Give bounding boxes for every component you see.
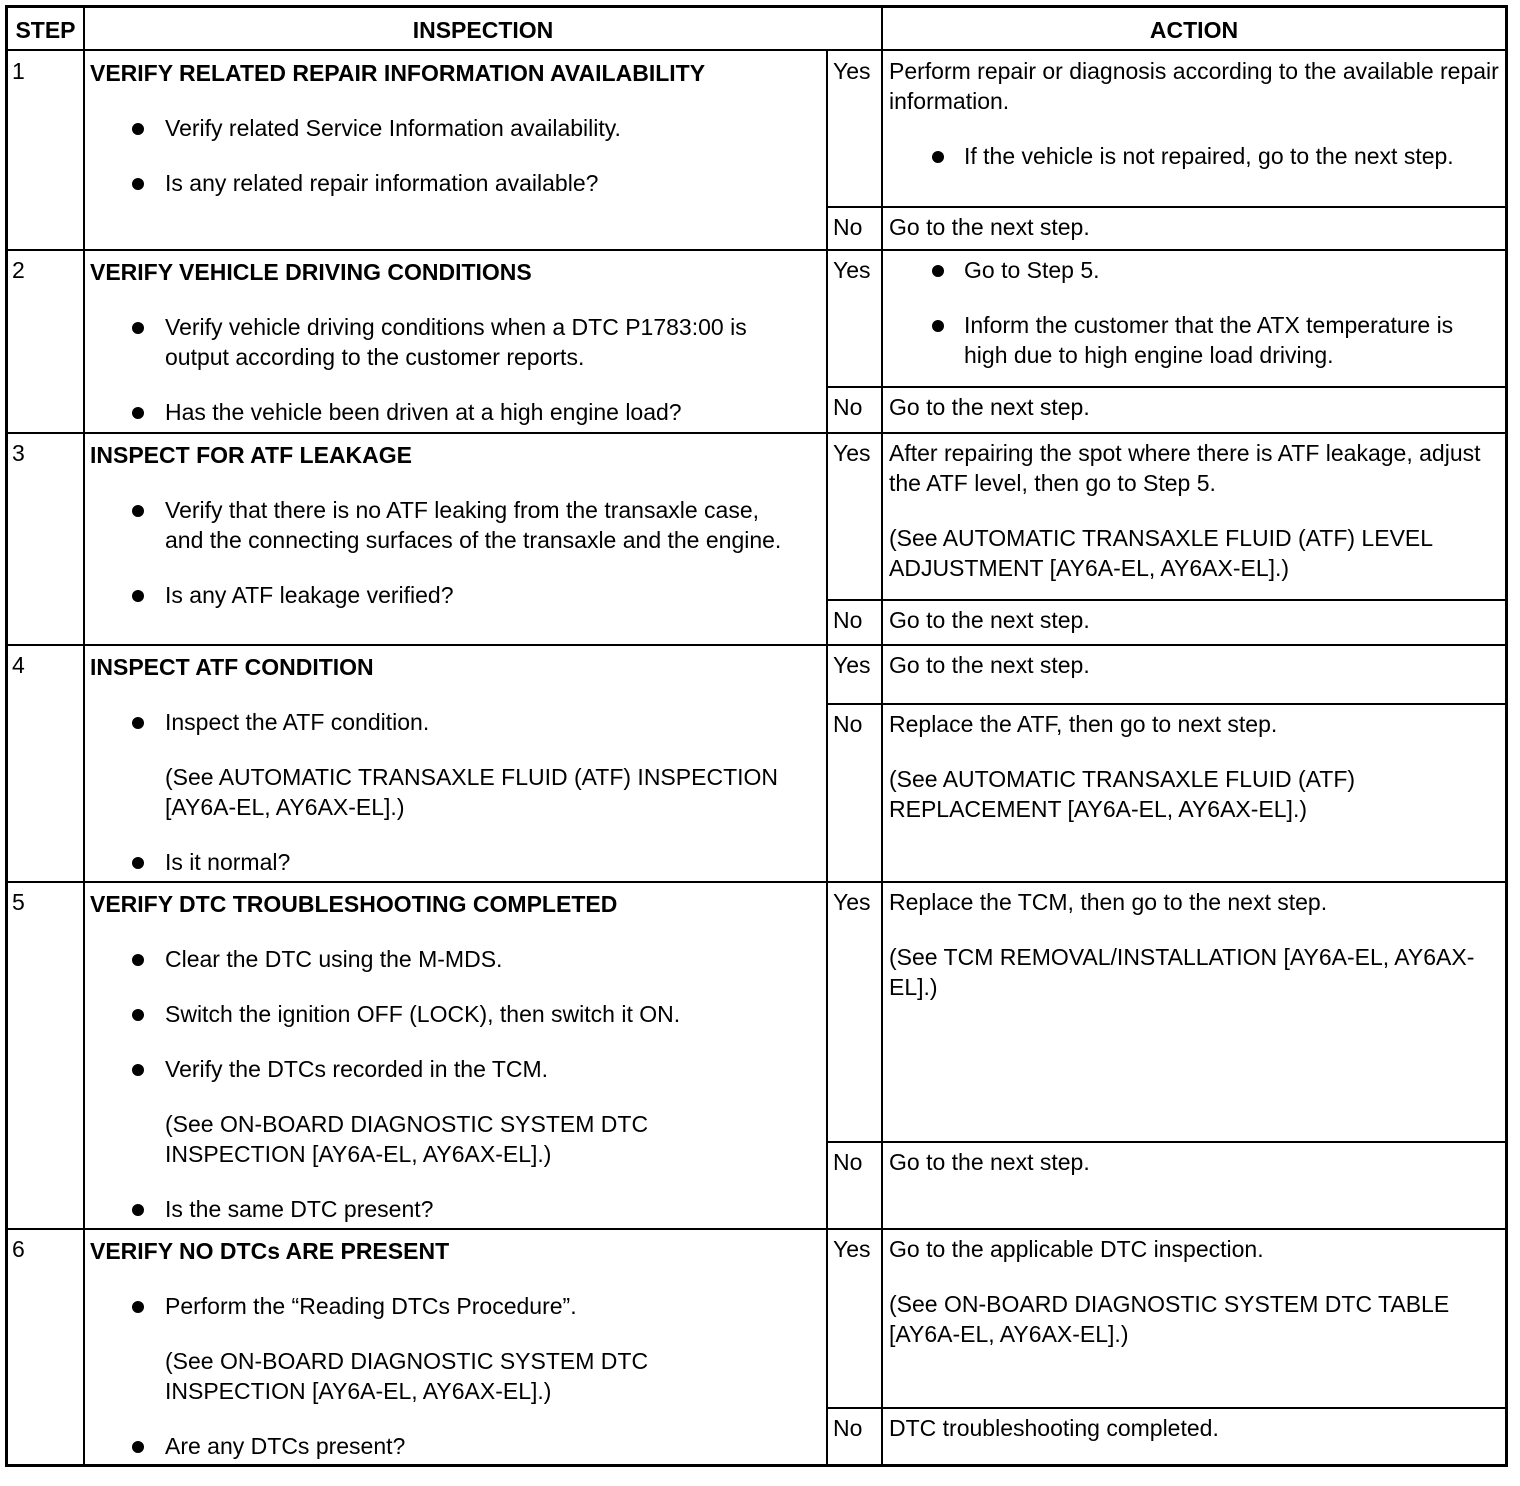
no-action: Go to the next step. xyxy=(889,607,1090,633)
inspection-bullet: Is any related repair information available? xyxy=(85,168,826,198)
step-title: VERIFY VEHICLE DRIVING CONDITIONS xyxy=(90,259,532,285)
step-number: 3 xyxy=(12,440,25,466)
step-number: 6 xyxy=(12,1236,25,1262)
step-title: VERIFY RELATED REPAIR INFORMATION AVAILABILITY xyxy=(90,60,706,86)
yes-action: Go to the next step. xyxy=(889,652,1090,678)
yes-label: Yes xyxy=(833,440,871,466)
step-number: 2 xyxy=(12,257,25,283)
inspection-reference: (See AUTOMATIC TRANSAXLE FLUID (ATF) INSPECTION [AY6A-EL, AY6AX-EL].) xyxy=(165,764,779,820)
yes-action xyxy=(883,434,1505,608)
diagnostic-procedure-table xyxy=(5,5,1508,1467)
inspection-bullet: Is the same DTC present? xyxy=(85,1194,826,1224)
no-label: No xyxy=(833,1415,863,1441)
inspection-bullet: Has the vehicle been driven at a high engine load? xyxy=(85,397,826,427)
inspection-bullet: Switch the ignition OFF (LOCK), then switch it ON. xyxy=(85,999,826,1029)
no-action: Go to the next step. xyxy=(889,1149,1090,1175)
inspection-reference: (See ON-BOARD DIAGNOSTIC SYSTEM DTC INSPECTION [AY6A-EL, AY6AX-EL].) xyxy=(165,1111,649,1167)
step-number: 4 xyxy=(12,652,25,678)
step-title: INSPECT ATF CONDITION xyxy=(90,654,374,680)
action-bullet: Go to Step 5. xyxy=(889,255,1499,285)
step-title: VERIFY NO DTCs ARE PRESENT xyxy=(90,1238,450,1264)
no-action xyxy=(883,705,1505,849)
step-inspection xyxy=(85,251,826,452)
action-text: Replace the TCM, then go to the next step. xyxy=(889,889,1328,915)
step-title: INSPECT FOR ATF LEAKAGE xyxy=(90,442,412,468)
inspection-bullet: Inspect the ATF condition. xyxy=(85,707,826,737)
action-text: Go to the applicable DTC inspection. xyxy=(889,1236,1264,1262)
step-number: 1 xyxy=(12,58,25,84)
step-number: 5 xyxy=(12,889,25,915)
yes-label: Yes xyxy=(833,1236,871,1262)
inspection-bullet: Clear the DTC using the M-MDS. xyxy=(85,944,826,974)
yes-label: Yes xyxy=(833,58,871,84)
step-inspection xyxy=(85,52,826,223)
no-action: DTC troubleshooting completed. xyxy=(889,1415,1219,1441)
step-title: VERIFY DTC TROUBLESHOOTING COMPLETED xyxy=(90,891,618,917)
inspection-bullet: Perform the “Reading DTCs Procedure”. xyxy=(85,1291,826,1321)
action-bullet: If the vehicle is not repaired, go to the next step. xyxy=(889,141,1499,171)
no-label: No xyxy=(833,1149,863,1175)
header-inspection: INSPECTION xyxy=(412,17,554,43)
yes-label: Yes xyxy=(833,257,871,283)
action-reference: (See TCM REMOVAL/INSTALLATION [AY6A-EL, AY6AX-EL].) xyxy=(889,944,1475,1000)
step-inspection xyxy=(85,646,826,902)
inspection-reference: (See ON-BOARD DIAGNOSTIC SYSTEM DTC INSPECTION [AY6A-EL, AY6AX-EL].) xyxy=(165,1348,649,1404)
inspection-bullet: Verify that there is no ATF leaking from the transaxle case, and the connecting surfaces of the transaxle and the engine. xyxy=(85,495,826,555)
yes-action xyxy=(883,883,1505,1027)
action-text: Replace the ATF, then go to next step. xyxy=(889,711,1278,737)
action-reference: (See AUTOMATIC TRANSAXLE FLUID (ATF) REPLACEMENT [AY6A-EL, AY6AX-EL].) xyxy=(889,766,1356,822)
step-inspection xyxy=(85,1230,826,1486)
inspection-bullet: Verify related Service Information availability. xyxy=(85,113,826,143)
no-label: No xyxy=(833,607,863,633)
action-bullet: Inform the customer that the ATX temperature is high due to high engine load driving. xyxy=(889,310,1499,370)
no-action: Go to the next step. xyxy=(889,214,1090,240)
inspection-bullet: Verify the DTCs recorded in the TCM. xyxy=(85,1054,826,1084)
action-reference: (See AUTOMATIC TRANSAXLE FLUID (ATF) LEVEL ADJUSTMENT [AY6A-EL, AY6AX-EL].) xyxy=(889,525,1433,581)
action-text: Perform repair or diagnosis according to the available repair information. xyxy=(889,58,1499,114)
header-action: ACTION xyxy=(1149,17,1239,43)
inspection-bullet: Is any ATF leakage verified? xyxy=(85,580,826,610)
yes-action xyxy=(883,1230,1505,1374)
yes-action xyxy=(883,52,1505,196)
action-text: After repairing the spot where there is ATF leakage, adjust the ATF level, then go to Step 5. xyxy=(889,440,1481,496)
no-action: Go to the next step. xyxy=(889,394,1090,420)
header-step: STEP xyxy=(15,17,76,43)
step-inspection xyxy=(85,883,826,1249)
action-reference: (See ON-BOARD DIAGNOSTIC SYSTEM DTC TABLE [AY6A-EL, AY6AX-EL].) xyxy=(889,1291,1450,1347)
yes-label: Yes xyxy=(833,652,871,678)
inspection-bullet: Is it normal? xyxy=(85,847,826,877)
inspection-bullet: Verify vehicle driving conditions when a DTC P1783:00 is output according to the customer reports. xyxy=(85,312,826,372)
inspection-bullet: Are any DTCs present? xyxy=(85,1431,826,1461)
no-label: No xyxy=(833,711,863,737)
no-label: No xyxy=(833,214,863,240)
step-inspection xyxy=(85,434,826,635)
yes-label: Yes xyxy=(833,889,871,915)
yes-action xyxy=(883,251,1505,395)
no-label: No xyxy=(833,394,863,420)
